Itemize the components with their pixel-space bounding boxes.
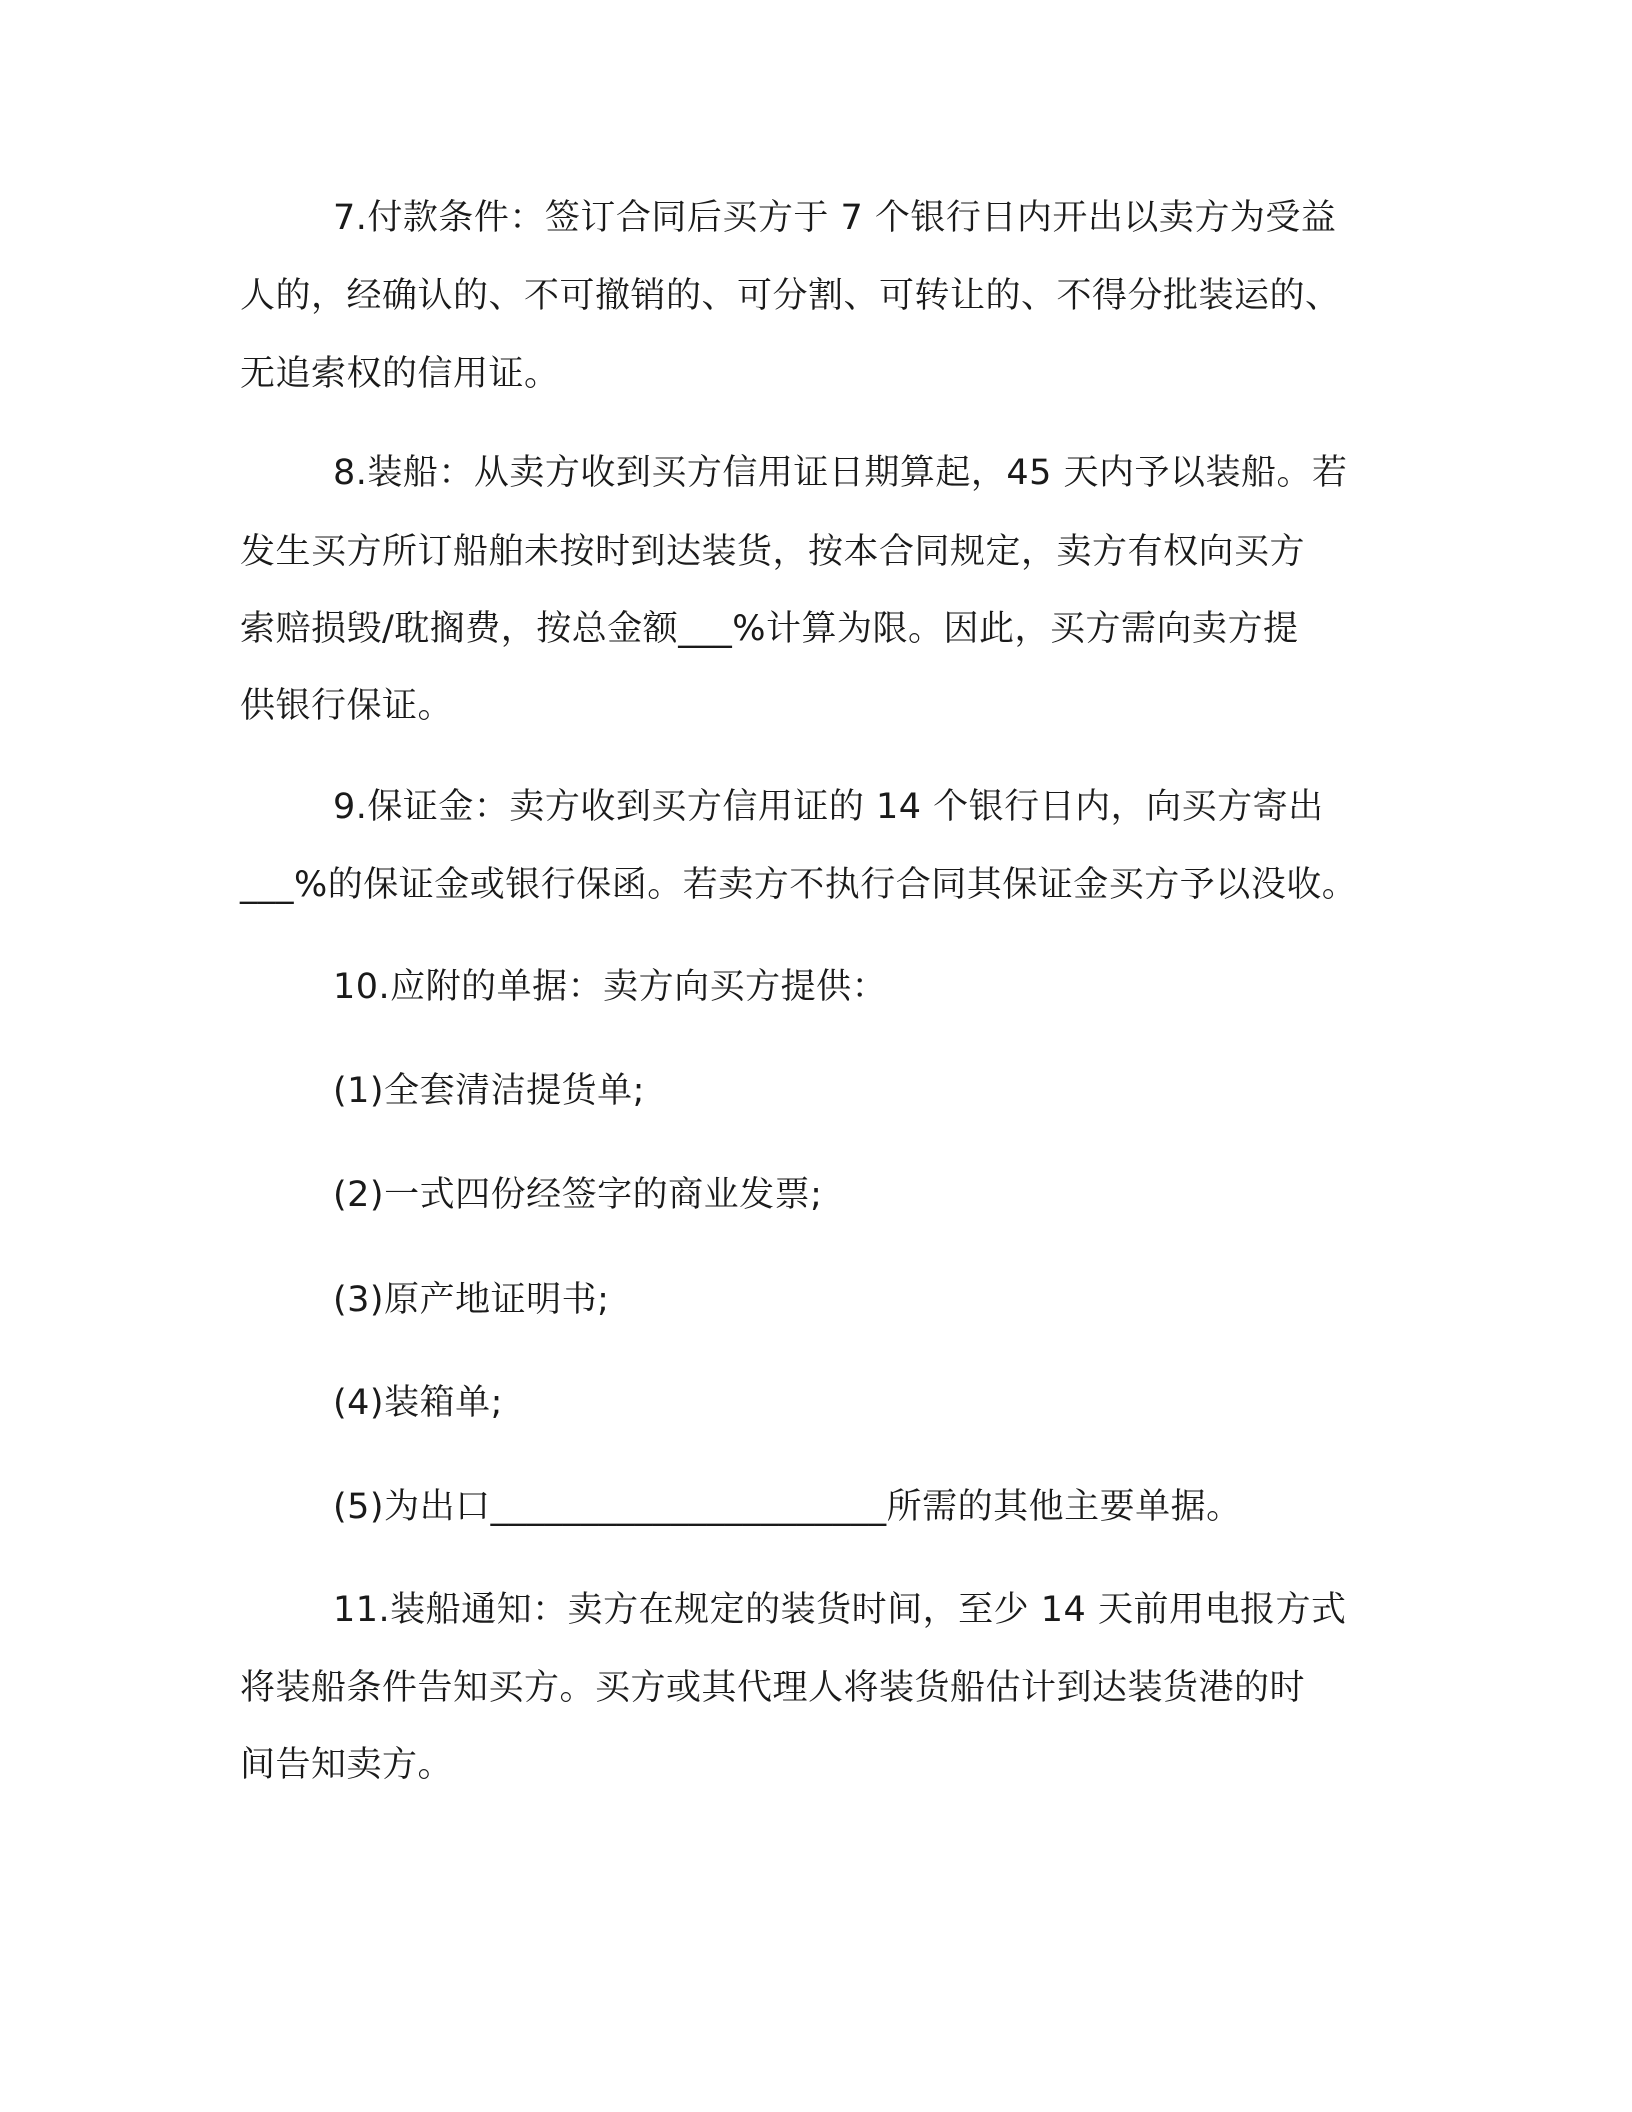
clause-8-line-2: 发生买方所订船舶未按时到达装货，按本合同规定，卖方有权向买方	[240, 532, 1306, 572]
clause-7-line-1: 7.付款条件：签订合同后买方于 7 个银行日内开出以卖方为受益	[333, 198, 1337, 238]
clause-8-line-1: 8.装船：从卖方收到买方信用证日期算起，45 天内予以装船。若	[333, 453, 1348, 493]
clause-10-item-2: (2)一式四份经签字的商业发票;	[333, 1175, 823, 1215]
clause-9-line-2: ___%的保证金或银行保函。若卖方不执行合同其保证金买方予以没收。	[240, 865, 1358, 905]
clause-11-line-1: 11.装船通知：卖方在规定的装货时间，至少 14 天前用电报方式	[333, 1590, 1347, 1630]
clause-10-item-4: (4)装箱单;	[333, 1383, 503, 1423]
clause-11-line-2: 将装船条件告知买方。买方或其代理人将装货船估计到达装货港的时	[240, 1668, 1306, 1708]
clause-10-item-1: (1)全套清洁提货单;	[333, 1071, 645, 1111]
clause-10-item-5: (5)为出口______________________所需的其他主要单据。	[333, 1487, 1242, 1527]
clause-8-line-4: 供银行保证。	[240, 686, 454, 726]
clause-11-line-3: 间告知卖方。	[240, 1745, 454, 1785]
clause-7-line-3: 无追索权的信用证。	[240, 354, 560, 394]
clause-7-line-2: 人的，经确认的、不可撤销的、可分割、可转让的、不得分批装运的、	[240, 276, 1341, 316]
clause-8-line-3: 索赔损毁/耽搁费，按总金额___%计算为限。因此，买方需向卖方提	[240, 609, 1299, 649]
clause-9-line-1: 9.保证金：卖方收到买方信用证的 14 个银行日内，向买方寄出	[333, 787, 1324, 827]
clause-10-heading: 10.应附的单据：卖方向买方提供：	[333, 967, 888, 1007]
clause-10-item-3: (3)原产地证明书;	[333, 1280, 610, 1320]
